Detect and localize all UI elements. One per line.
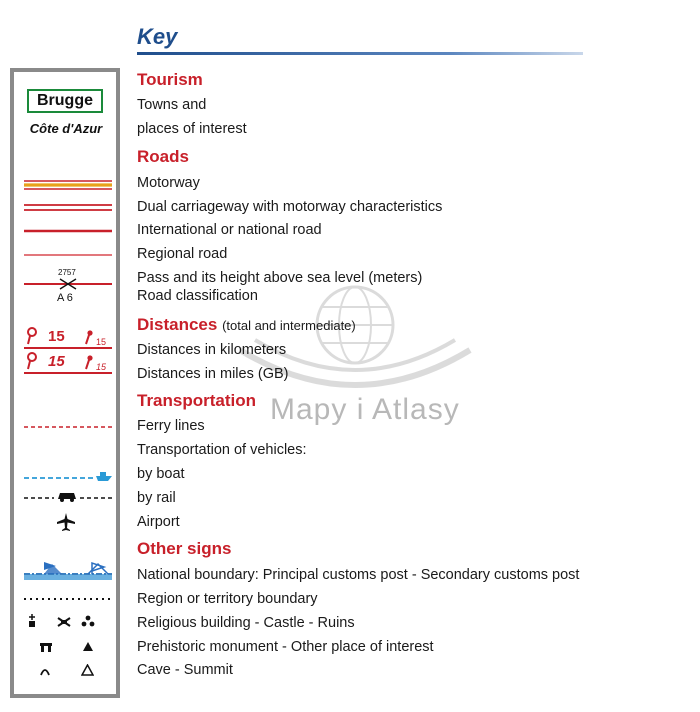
- ruins-icon: [81, 615, 95, 627]
- distance-miles-symbol: [22, 351, 114, 375]
- other-item-religious: Religious building - Castle - Ruins: [137, 615, 355, 631]
- roads-item-motorway: Motorway: [137, 175, 200, 191]
- distances-item-miles: Distances in miles (GB): [137, 366, 289, 382]
- cave-icon: [39, 665, 51, 676]
- motorway-symbol: [22, 178, 114, 192]
- distance-miles-intermediate: 15: [96, 362, 107, 372]
- dual-carriageway-symbol: [22, 202, 114, 214]
- transport-item-airport: Airport: [137, 514, 180, 530]
- roads-heading: Roads: [137, 147, 189, 166]
- distances-item-km: Distances in kilometers: [137, 342, 287, 358]
- roads-item-pass: Pass and its height above sea level (meters): [137, 270, 423, 286]
- pass-height-label: 2757: [58, 268, 76, 277]
- other-item-region-boundary: Region or territory boundary: [137, 591, 318, 607]
- transport-item-boat: by boat: [137, 466, 185, 482]
- castle-icon: [57, 617, 71, 627]
- tourism-item-towns: Towns and: [137, 97, 207, 113]
- distance-km-total: 15: [48, 328, 65, 345]
- region-boundary-symbol: [22, 597, 114, 601]
- airport-icon: [56, 512, 76, 532]
- road-class-label: A 6: [57, 292, 73, 304]
- ferry-line-symbol: [22, 424, 114, 430]
- transport-item-vehicles: Transportation of vehicles:: [137, 442, 307, 458]
- religious-building-icon: [26, 614, 38, 628]
- tourism-item-places: places of interest: [137, 121, 247, 137]
- roads-item-national: International or national road: [137, 222, 322, 238]
- other-item-national-boundary: National boundary: Principal customs post - Secondary customs post: [137, 567, 580, 583]
- pass-symbol: [22, 278, 114, 290]
- distance-km-symbol: [22, 326, 114, 350]
- boat-transport-symbol: [22, 470, 114, 482]
- summit-icon: [81, 664, 94, 676]
- transportation-heading: Transportation: [137, 391, 257, 410]
- distance-km-intermediate: 15: [96, 337, 107, 347]
- roads-item-classification: Road classification: [137, 288, 258, 304]
- other-signs-heading: Other signs: [137, 539, 232, 558]
- tourism-heading: Tourism: [137, 70, 203, 89]
- legend-symbol-box: [10, 68, 120, 698]
- national-road-symbol: [22, 227, 114, 235]
- rail-transport-symbol: [22, 489, 114, 503]
- roads-item-regional: Regional road: [137, 246, 228, 262]
- other-item-prehistoric: Prehistoric monument - Other place of interest: [137, 639, 434, 655]
- town-symbol: Brugge: [27, 89, 103, 113]
- national-boundary-symbol: [22, 560, 114, 582]
- watermark-text: Mapy i Atlasy: [270, 393, 460, 426]
- transport-item-rail: by rail: [137, 490, 176, 506]
- key-title: Key: [137, 24, 178, 49]
- regional-road-symbol: [22, 251, 114, 259]
- transport-item-ferry: Ferry lines: [137, 418, 205, 434]
- title-underline: [137, 52, 583, 55]
- region-symbol: Côte d'Azur: [29, 121, 103, 136]
- other-place-icon: [82, 641, 94, 652]
- distances-heading-text: Distances: [137, 315, 218, 334]
- roads-item-dual-carriageway: Dual carriageway with motorway characteristics: [137, 199, 443, 215]
- distance-miles-total: 15: [48, 353, 65, 370]
- other-item-cave: Cave - Summit: [137, 662, 233, 678]
- prehistoric-monument-icon: [39, 642, 53, 652]
- distances-heading: [137, 315, 356, 335]
- distances-subheading: (total and intermediate): [222, 318, 356, 333]
